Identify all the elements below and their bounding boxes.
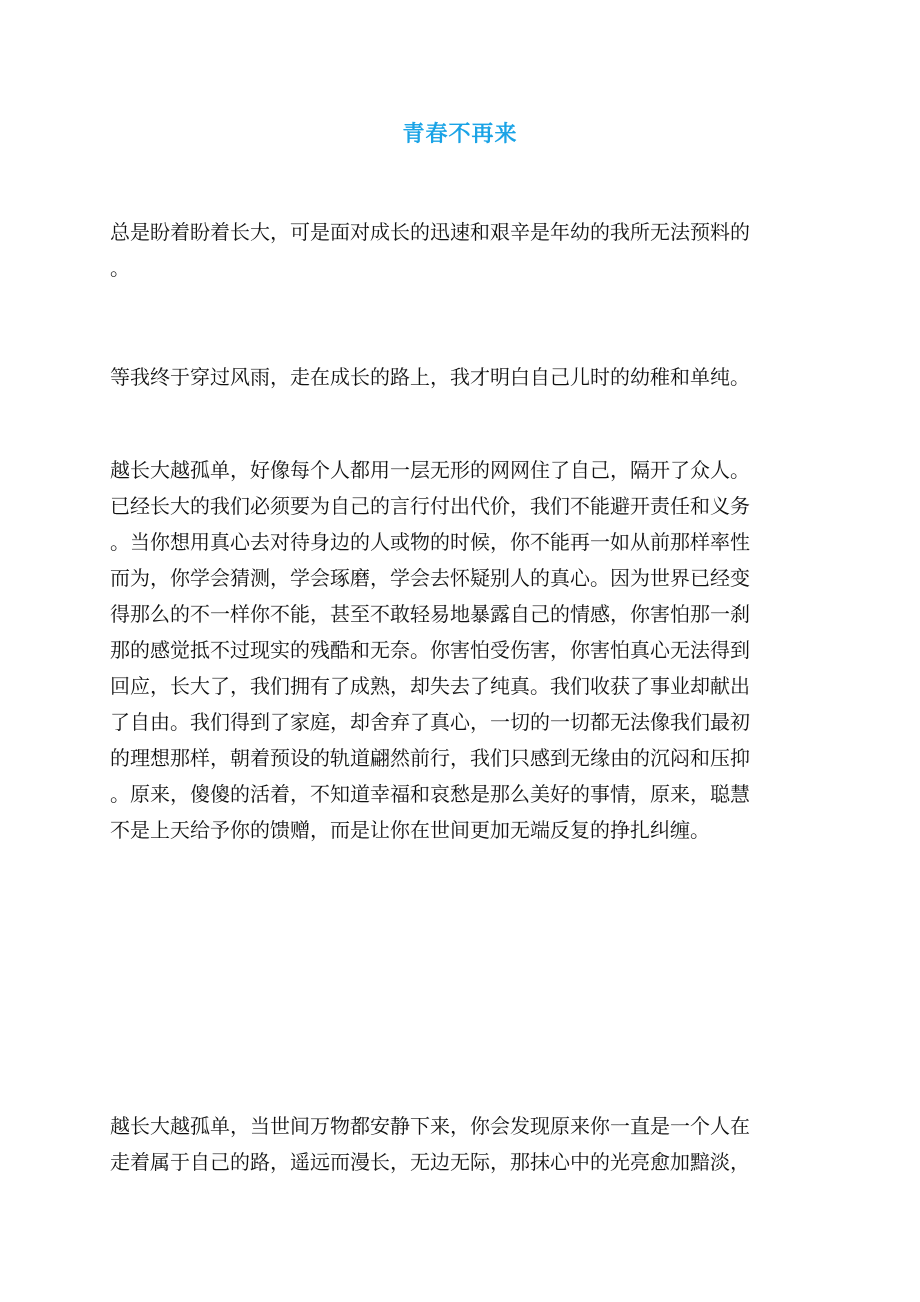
paragraph-line: 而为，你学会猜测，学会琢磨，学会去怀疑别人的真心。因为世界已经变	[110, 566, 750, 590]
paragraph-2	[110, 359, 810, 395]
paragraph-line: 的理想那样，朝着预设的轨道翩然前行，我们只感到无缘由的沉闷和压抑	[110, 746, 750, 770]
paragraph-4	[110, 1108, 810, 1180]
paragraph-line: 总是盼着盼着长大，可是面对成长的迅速和艰辛是年幼的我所无法预料的	[110, 220, 750, 244]
document-title: 青春不再来	[402, 121, 518, 147]
paragraph-line: 那的感觉抵不过现实的残酷和无奈。你害怕受伤害，你害怕真心无法得到	[110, 638, 750, 662]
paragraph-line: 了自由。我们得到了家庭，却舍弃了真心，一切的一切都无法像我们最初	[110, 710, 750, 734]
paragraph-line: 。原来，傻傻的活着，不知道幸福和哀愁是那么美好的事情，原来，聪慧	[110, 782, 750, 806]
paragraph-3	[110, 452, 810, 848]
paragraph-line: 。当你想用真心去对待身边的人或物的时候，你不能再一如从前那样率性	[110, 530, 750, 554]
paragraph-line: 已经长大的我们必须要为自己的言行付出代价，我们不能避开责任和义务	[110, 494, 750, 518]
paragraph-line: 回应，长大了，我们拥有了成熟，却失去了纯真。我们收获了事业却献出	[110, 674, 750, 698]
paragraph-line: 越长大越孤单，当世间万物都安静下来，你会发现原来你一直是一个人在	[110, 1114, 750, 1138]
paragraph-line: 。	[110, 256, 130, 280]
paragraph-1	[110, 214, 810, 286]
paragraph-line: 走着属于自己的路，遥远而漫长，无边无际，那抹心中的光亮愈加黯淡，	[110, 1150, 750, 1174]
paragraph-line: 不是上天给予你的馈赠，而是让你在世间更加无端反复的挣扎纠缠。	[110, 818, 710, 842]
paragraph-line: 得那么的不一样你不能，甚至不敢轻易地暴露自己的情感，你害怕那一刹	[110, 602, 750, 626]
paragraph-line: 越长大越孤单，好像每个人都用一层无形的网网住了自己，隔开了众人。	[110, 458, 750, 482]
paragraph-line: 等我终于穿过风雨，走在成长的路上，我才明白自己儿时的幼稚和单纯。	[110, 365, 750, 389]
